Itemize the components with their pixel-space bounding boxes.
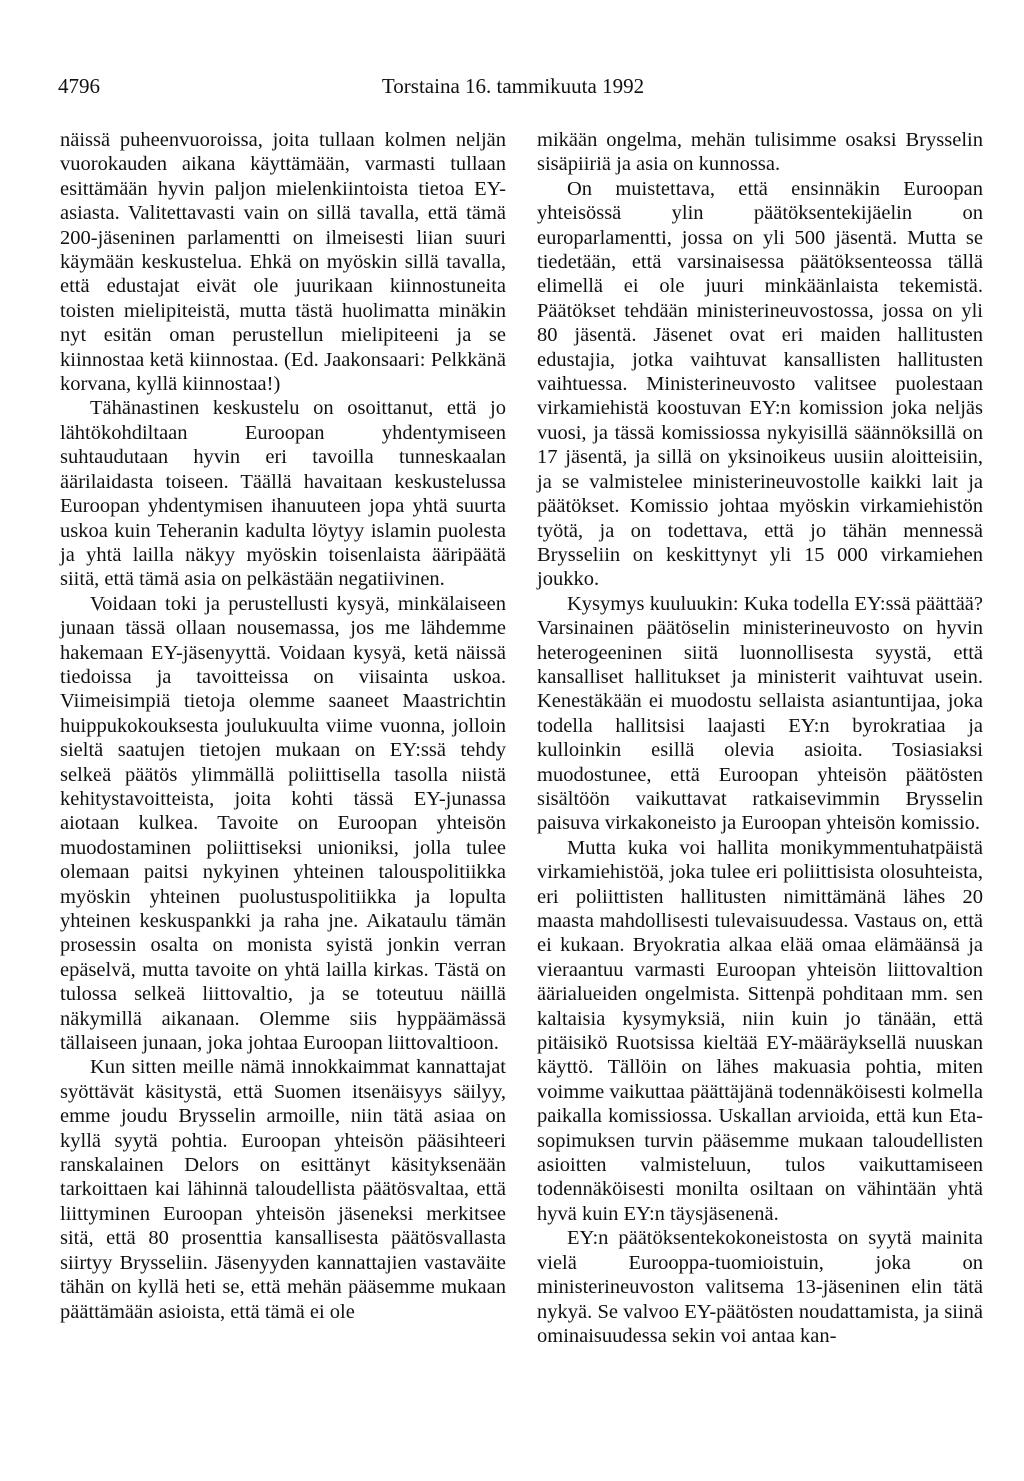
- right-column: [537, 128, 983, 1348]
- paragraph: Voidaan toki ja perustellusti kysyä, minkälaiseen junaan tässä ollaan nousemassa, jos me lähdemme hakemaan EY-jäsenyyttä. Voidaan kysyä, ketä näissä tiedoissa ja tavoitteissa on viisainta uskoa. Viimeisimpiä tietoja olemme saaneet Maastrichtin huippukokouksesta joulukuulta viime vuonna, jolloin sieltä saatujen tietojen mukaan on EY:ssä tehdy selkeä päätös ylimmällä poliittisella tasolla niistä kehitystavoitteista, joita kohti tässä EY-junassa aiotaan kulkea. Tavoite on Euroopan yhteisön muodostaminen poliittiseksi unioniksi, jolla tulee olemaan paitsi nykyinen yhteinen talouspolitiikka myöskin yhteinen puolustuspolitiikka ja lopulta yhteinen keskuspankki ja raha jne. Aikataulu tämän prosessin osalta on monista syistä jonkin verran epäselvä, mutta tavoite on yhtä lailla kirkas. Tästä on tulossa selkeä liittovaltio, ja se toteutuu näillä näkymillä aikanaan. Olemme siis hyppäämässä tällaiseen junaan, joka johtaa Euroopan liittovaltioon.: [60, 592, 506, 1055]
- paragraph: mikään ongelma, mehän tulisimme osaksi Brysselin sisäpiiriä ja asia on kunnossa.: [537, 129, 983, 176]
- body-columns: [60, 128, 983, 1448]
- paragraph: Mutta kuka voi hallita monikymmentuhatpäistä virkamiehistöä, joka tulee eri poliittisista olosuhteista, eri poliittisten hallitusten nimittämänä lähes 20 maasta mahdollisesti tulevaisuudessa. Vastaus on, että ei kukaan. Bryokratia alkaa elää omaa elämäänsä ja vieraantuu varmasti Euroopan yhteisön liittovaltion äärialueiden ongelmista. Sittenpä pohditaan mm. sen kaltaisia kysymyksiä, niin kuin jo tänään, että pitäisikö Ruotsissa kieltää EY-määräyksellä nuuskan käyttö. Tällöin on lähes makuasia pohtia, miten voimme vaikuttaa päättäjänä todennäköisesti kolmella paikalla komissiossa. Uskallan arvioida, että kun Eta-sopimuksen turvin pääsemme mukaan taloudellisten asioitten valmisteluun, tulos vaikuttamiseen todennäköisesti monilta osiltaan on vähintään yhtä hyvä kuin EY:n täysjäsenenä.: [537, 836, 983, 1225]
- paragraph: On muistettava, että ensinnäkin Euroopan yhteisössä ylin päätöksentekijäelin on europarlamentti, jossa on yli 500 jäsentä. Mutta se tiedetään, että varsinaisessa päätöksenteossa tällä elimellä ei ole juuri minkäänlaista tekemistä. Päätökset tehdään ministerineuvostossa, jossa on yli 80 jäsentä. Jäsenet ovat eri maiden hallitusten edustajia, jotka vaihtuvat kansallisten hallitusten vaihtuessa. Ministerineuvosto valitsee puolestaan virkamiehistä koostuvan EY:n komission joka neljäs vuosi, ja tässä komissiossa nykyisillä säännöksillä on 17 jäsentä, ja sillä on yksinoikeus uusiin aloitteisiin, ja se valmistelee ministerineuvostolle kaikki lait ja päätökset. Komissio johtaa myöskin virkamiehistön työtä, ja on todettava, että jo tähän mennessä Brysseliin on keskittynyt yli 15 000 virkamiehen joukko.: [537, 177, 983, 591]
- left-column: [60, 128, 506, 1324]
- paragraph: näissä puheenvuoroissa, joita tullaan kolmen neljän vuorokauden aikana käyttämään, varmasti tullaan esittämään hyvin paljon mielenkiintoista tietoa EY-asiasta. Valitettavasti vain on sillä tavalla, että tämä 200-jäseninen parlamentti on ilmeisesti liian suuri käymään keskustelua. Ehkä on myöskin sillä tavalla, että edustajat eivät ole juurikaan kiinnostuneita toisten mielipiteistä, mutta tästä huolimatta minäkin nyt esitän oman perustellun mielipiteeni ja se kiinnostaa ketä kiinnostaa. (Ed. Jaakonsaari: Pelkkänä korvana, kyllä kiinnostaa!): [60, 129, 506, 396]
- page-number: 4796: [58, 74, 100, 98]
- paragraph: Tähänastinen keskustelu on osoittanut, että jo lähtökohdiltaan Euroopan yhdentymiseen suhtaudutaan hyvin eri tavoilla tunneskaalan äärilaidasta toiseen. Täällä havaitaan keskustelussa Euroopan yhdentymisen ihanuuteen jopa yhtä suurta uskoa kuin Teheranin kadulta löytyy islamin puolesta ja yhtä lailla näkyy myöskin toisenlaista ääripäätä siitä, että tämä asia on pelkästään negatiivinen.: [60, 397, 506, 591]
- page-header: [58, 74, 968, 104]
- paragraph: EY:n päätöksentekokoneistosta on syytä mainita vielä Eurooppa-tuomioistuin, joka on ministerineuvoston valitsema 13-jäseninen elin tätä nykyä. Se valvoo EY-päätösten noudattamista, ja siinä ominaisuudessa sekin voi antaa kan-: [537, 1227, 983, 1347]
- paragraph: Kysymys kuuluukin: Kuka todella EY:ssä päättää? Varsinainen päätöselin ministerineuvosto on hyvin heterogeeninen siitä luonnollisesta syystä, että kansalliset hallitukset ja ministerit vaihtuvat usein. Kenestäkään ei muodostu sellaista asiantuntijaa, joka todella hallitsisi laajasti EY:n byrokratiaa ja kulloinkin esillä olevia asioita. Tosiasiaksi muodostunee, että Euroopan yhteisön päätösten sisältöön vaikuttavat ratkaisevimmin Brysselin paisuva virkakoneisto ja Euroopan yhteisön komissio.: [537, 592, 983, 835]
- paragraph: Kun sitten meille nämä innokkaimmat kannattajat syöttävät käsitystä, että Suomen itsenäisyys säilyy, emme joudu Brysselin armoille, niin tätä asiaa on kyllä syytä pohtia. Euroopan yhteisön pääsihteeri ranskalainen Delors on esittänyt käsityksenään tarkoittaen kai lähinnä taloudellista päätösvaltaa, että liittyminen Euroopan yhteisön jäseneksi merkitsee sitä, että 80 prosenttia kansallisesta päätösvallasta siirtyy Brysseliin. Jäsenyyden kannattajien vastaväite tähän on kyllä heti se, että mehän pääsemme mukaan päättämään asioista, että tämä ei ole: [60, 1056, 506, 1323]
- running-head: Torstaina 16. tammikuuta 1992: [381, 74, 645, 98]
